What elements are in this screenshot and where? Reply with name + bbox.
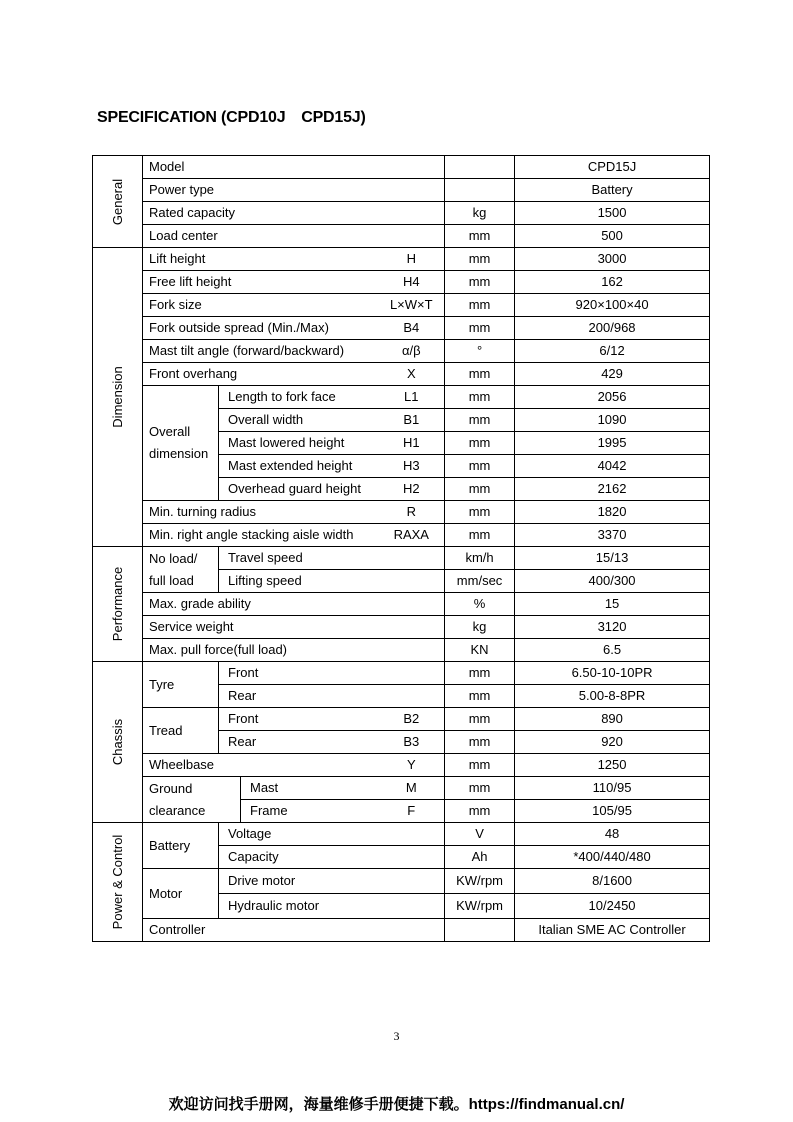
table-row: Mast extended height H3 mm 4042 — [93, 455, 710, 478]
table-row: Overhead guard height H2 mm 2162 — [93, 478, 710, 501]
table-row: Mast lowered height H1 mm 1995 — [93, 432, 710, 455]
table-row: Rear mm 5.00-8-8PR — [93, 685, 710, 708]
overall-dimension-label: Overall dimension — [143, 386, 219, 501]
table-row: Mast tilt angle (forward/backward) α/β ° 6/12 — [93, 340, 710, 363]
table-row: Performance No load/ full load Travel speed km/h 15/13 — [93, 547, 710, 570]
table-row: Wheelbase Y mm 1250 — [93, 754, 710, 777]
table-row: Min. turning radius R mm 1820 — [93, 501, 710, 524]
table-row: Overall dimension Length to fork face L1 mm 2056 — [93, 386, 710, 409]
table-row: Capacity Ah *400/440/480 — [93, 846, 710, 869]
group-power-control: Power & Control — [93, 823, 143, 942]
table-row: Frame F mm 105/95 — [93, 800, 710, 823]
table-row: Overall width B1 mm 1090 — [93, 409, 710, 432]
specification-table — [92, 155, 710, 942]
table-row: Front overhang X mm 429 — [93, 363, 710, 386]
table-row: Chassis Tyre Front mm 6.50-10-10PR — [93, 662, 710, 685]
group-performance: Performance — [93, 547, 143, 662]
table-row: Rear B3 mm 920 — [93, 731, 710, 754]
table-row: Min. right angle stacking aisle width RAXA mm 3370 — [93, 524, 710, 547]
table-row: Load center mm 500 — [93, 225, 710, 248]
table-row: General Model CPD15J — [93, 156, 710, 179]
page-number: 3 — [393, 1029, 400, 1043]
table-row: Fork size L×W×T mm 920×100×40 — [93, 294, 710, 317]
table-row: Power & Control Battery Voltage V 48 — [93, 823, 710, 846]
group-dimension: Dimension — [93, 248, 143, 547]
table-row: Service weight kg 3120 — [93, 616, 710, 639]
group-chassis: Chassis — [93, 662, 143, 823]
table-row: Free lift height H4 mm 162 — [93, 271, 710, 294]
group-general: General — [93, 156, 143, 248]
table-row: Rated capacity kg 1500 — [93, 202, 710, 225]
table-row: Hydraulic motor KW/rpm 10/2450 — [93, 894, 710, 919]
table-row: Tread Front B2 mm 890 — [93, 708, 710, 731]
table-row: Max. pull force(full load) KN 6.5 — [93, 639, 710, 662]
footer-watermark: 欢迎访问找手册网，海量维修手册便捷下载。https://findmanual.cn/ — [168, 1096, 625, 1113]
table-row: Motor Drive motor KW/rpm 8/1600 — [93, 869, 710, 894]
table-row: Lifting speed mm/sec 400/300 — [93, 570, 710, 593]
page-title: SPECIFICATION (CPD10J CPD15J) — [97, 109, 366, 126]
ground-clearance-label: Ground clearance — [143, 777, 241, 823]
table-row: Controller Italian SME AC Controller — [93, 919, 710, 942]
table-row: Power type Battery — [93, 179, 710, 202]
speed-load-label: No load/ full load — [143, 547, 219, 593]
table-row: Fork outside spread (Min./Max) B4 mm 200/968 — [93, 317, 710, 340]
table-row: Ground clearance Mast M mm 110/95 — [93, 777, 710, 800]
table-row: Max. grade ability % 15 — [93, 593, 710, 616]
table-row: Dimension Lift height H mm 3000 — [93, 248, 710, 271]
